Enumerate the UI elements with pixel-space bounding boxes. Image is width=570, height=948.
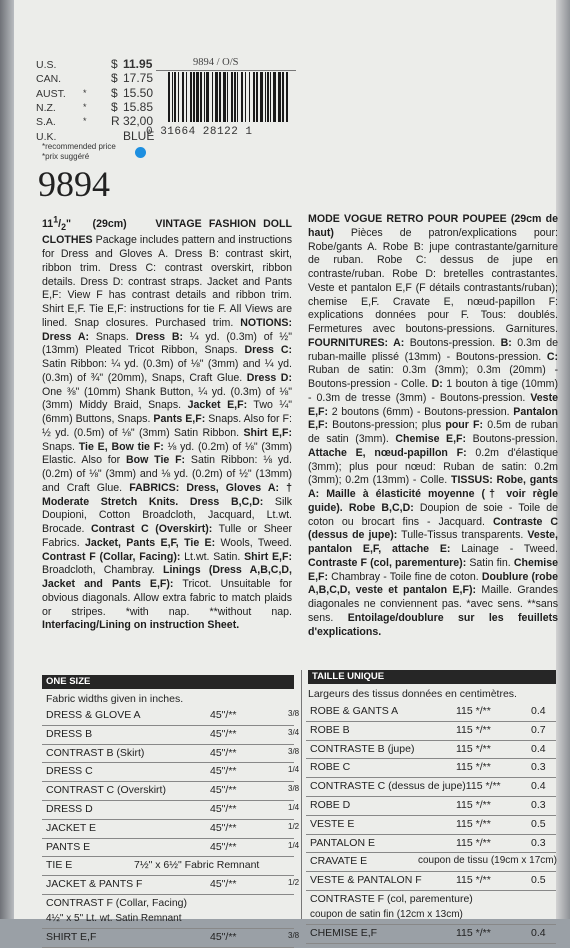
barcode-bar <box>178 72 179 122</box>
row-amount: 3/8 <box>288 784 300 794</box>
barcode-bar <box>237 72 238 122</box>
barcode-bar <box>186 72 187 122</box>
prix-suggere-note: *prix suggéré <box>42 152 90 161</box>
row-width: 115 */** <box>456 927 491 939</box>
row-label: VESTE & PANTALON F <box>310 874 422 887</box>
row-amount: 0.3 <box>531 761 546 774</box>
row-width: 7½" x 6½" Fabric Remnant <box>134 859 260 872</box>
barcode-bar <box>231 72 233 122</box>
price-currency: $ <box>111 57 118 71</box>
price-currency: R <box>111 114 120 129</box>
row-width: 115 */** <box>456 742 491 755</box>
row-amount: 3/8 <box>288 931 300 940</box>
barcode-bar <box>241 72 243 122</box>
row-width: 45"/** <box>210 840 237 853</box>
size-code: 9894 / O/S <box>193 57 239 68</box>
price-star: * <box>83 116 87 127</box>
row-label: CONTRASTE B (jupe) <box>310 742 415 755</box>
row-amount: 0.5 <box>531 817 546 830</box>
row-amount: 0.3 <box>531 799 546 811</box>
table-row <box>42 876 300 895</box>
table-row <box>42 857 294 876</box>
price-value: BLUE <box>123 128 155 143</box>
barcode-bar <box>223 72 226 122</box>
row-amount: 3/4 <box>288 727 300 737</box>
price-star: * <box>83 101 87 112</box>
row-amount: 3/8 <box>288 746 300 756</box>
table-row <box>306 722 556 741</box>
barcode-bar <box>215 72 218 122</box>
barcode-bar <box>278 72 281 122</box>
table-row <box>42 707 300 726</box>
table-row <box>306 891 556 925</box>
price-country: U.S. <box>36 59 57 71</box>
table-row <box>306 703 556 722</box>
table-row <box>306 835 556 854</box>
row-label: CONTRAST B (Skirt) <box>46 746 145 759</box>
pattern-number: 9894 <box>38 164 110 204</box>
table-row <box>306 778 556 797</box>
barcode-bar <box>196 72 199 122</box>
barcode-top-rule <box>156 70 296 71</box>
fabric-widths-note: Fabric widths given in inches. <box>46 693 184 705</box>
barcode-bar <box>245 72 246 122</box>
price-value: 17.75 <box>123 71 154 86</box>
row-label: CONTRAST C (Overskirt) <box>46 784 166 797</box>
row-label: DRESS C <box>46 765 93 778</box>
barcode-bar <box>286 72 288 122</box>
row-width: 45"/** <box>210 765 237 778</box>
table-row <box>42 929 300 948</box>
row-amount: 1/4 <box>288 803 300 812</box>
row-width: 115 */** <box>456 761 491 774</box>
price-value: 32,00 <box>123 114 154 129</box>
row-width: 115 */** <box>456 705 491 717</box>
table-row <box>42 820 300 839</box>
french-description: MODE VOGUE RETRO POUR POUPEE (29cm de haut) Pièces de patron/explications pour: Robe/gants A. Robe B: jupe contrastante/garniture de ruban. Robe C: dessus de jupe en contraste/ruban. Robe D: bretelles contrastantes. Veste et pantalon E,F (F détails contrastants/ruban); chemise E,F. Cravate E, nœud-papillon F: explications données pour F. Tous: doublés. Fermetures avec boutons-pressions. Garnitures. FOURNITURES: A: Boutons-pression. B: 0.3m de ruban-maille plissé (13mm) - Boutons-pression. C: Ruban de satin: 0.3m (3mm); 0.3m (20mm) - Boutons-pression - Colle. D: 1 bouton à tige (10mm) - 0.3m de tresse (3mm) - Boutons-pression. Veste E,F: 2 boutons (6mm) - Boutons-pression. Pantalon E,F: Boutons-pression; plus pour F: 0.5m de ruban de satin (3mm). Chemise E,F: Boutons-pression. Attache E, nœud-papillon F: 0.2m d'élastique (3mm); plus pour nœud: Ruban de satin: 0.2m (3mm); 0.2m (13mm) - Colle. TISSUS: Robe, gants A: Maille à élasticité moyenne († voir règle guide). Robe B,C,D: Doupion de soie - Toile de coton ou brocart fins - Jacquard. Contraste C (dessus de jupe): Tulle-Tissus transparents. Veste, pantalon E,F, attache E: Lainage - Tweed. Contraste F (col, parementure): Satin fin. Chemise E,F: Chambray - Toile fine de coton. Doublure (robe A,B,C,D, veste et pantalon E,F): Maille. Grandes diagonales ne conviennent pas. *avec sens. **sans sens. Entoilage/doublure sur les feuillets d'explications. <box>308 213 559 638</box>
row-width: 45"/** <box>210 746 237 759</box>
row-amount: 1/2 <box>288 878 300 888</box>
table-row <box>42 801 300 820</box>
table-row <box>306 853 556 872</box>
price-currency: $ <box>111 85 118 100</box>
price-country: U.K. <box>36 130 57 143</box>
barcode-bar <box>256 72 258 122</box>
row-label: CONTRAST F (Collar, Facing) <box>46 897 187 909</box>
table-row <box>42 726 300 745</box>
price-value: 11.95 <box>123 57 153 71</box>
barcode-bar <box>204 72 205 122</box>
row-amount: 1/4 <box>288 765 300 775</box>
table-row <box>306 816 556 835</box>
row-label: JACKET E <box>46 821 96 834</box>
row-label: ROBE D <box>310 799 351 811</box>
row-label: PANTALON E <box>310 836 375 849</box>
barcode-icon <box>166 72 291 128</box>
table-row <box>42 895 294 929</box>
barcode-bar <box>253 72 255 122</box>
barcode-bar <box>249 72 250 122</box>
row-label: CONTRASTE F (col, parementure) <box>310 893 473 905</box>
table-row <box>42 745 300 764</box>
row-label: PANTS E <box>46 840 91 853</box>
upc-number: 0 31664 28122 1 <box>146 126 253 138</box>
page-shadow-left <box>0 0 14 919</box>
row-width: 45"/** <box>210 821 237 834</box>
row-label: SHIRT E,F <box>46 931 97 943</box>
row-width: 45"/** <box>210 784 237 797</box>
price-currency: $ <box>111 71 118 86</box>
row-amount: 0.7 <box>531 723 546 736</box>
row-label: CRAVATE E <box>310 855 368 868</box>
barcode-bar <box>227 72 228 122</box>
row-amount: 0.4 <box>531 927 546 939</box>
table-row <box>306 925 556 944</box>
barcode-bar <box>200 72 202 122</box>
table-row <box>42 782 300 801</box>
row-width: 45"/** <box>210 709 237 721</box>
barcode-bar <box>193 72 195 122</box>
row-width: 115 */** <box>456 836 491 849</box>
barcode-bar <box>219 72 221 122</box>
price-country: S.A. <box>36 116 56 129</box>
barcode-bar <box>182 72 184 122</box>
barcode-bar <box>270 72 271 122</box>
barcode-bar <box>212 72 213 122</box>
barcode-bar <box>282 72 284 122</box>
largeurs-note: Largeurs des tissus données en centimètres. <box>308 688 517 700</box>
barcode-bar <box>172 72 173 122</box>
yardage-table-english <box>42 707 300 943</box>
row-label: TIE E <box>46 859 73 872</box>
row-width: 45"/** <box>210 878 237 891</box>
table-divider <box>301 670 302 919</box>
row-label: DRESS B <box>46 727 93 740</box>
row-amount: 1/2 <box>288 821 300 831</box>
price-country: AUST. <box>36 87 66 100</box>
row-label: DRESS & GLOVE A <box>46 709 141 721</box>
row-label: CONTRASTE C (dessus de jupe)115 */** <box>310 780 501 793</box>
price-country: CAN. <box>36 73 62 86</box>
row-label: CHEMISE E,F <box>310 927 378 939</box>
row-label: ROBE B <box>310 723 350 736</box>
yardage-table-french <box>306 703 558 939</box>
table-row <box>42 763 300 782</box>
barcode-bar <box>265 72 266 122</box>
blue-price-dot-icon <box>135 147 146 158</box>
row-amount: 3/8 <box>288 709 300 718</box>
row-amount: 0.4 <box>531 780 546 793</box>
table-row <box>306 872 556 891</box>
row-amount: 1/4 <box>288 840 300 850</box>
table-row <box>306 759 556 778</box>
row-label: DRESS D <box>46 803 93 815</box>
row-label: JACKET & PANTS F <box>46 878 143 891</box>
table-header-one-size: ONE SIZE <box>42 675 294 689</box>
price-currency: $ <box>111 99 118 114</box>
table-row <box>306 797 556 816</box>
english-description: $11^1/_2$" (29cm) VINTAGE FASHION DOLL CLOTHES Package includes pattern and instructions for Dress and Gloves A. Dress B: contrast skirt, ribbon trim. Dress C: contrast overskirt, ribbon details. Dress D: contrast straps. Jacket and Pants E,F: View F has contrast details and ribbon trim. Shirt E,F. Tie E,F: instructions for tie F. All Views are lined. Snap closures. Purchased trim. NOTIONS: Dress A: Snaps. Dress B: ¼ yd. (0.3m) of ½" (13mm) Pleated Tricot Ribbon, Snaps. Dress C: Satin Ribbon: ¼ yd. (0.3m) of ⅛" (3mm) and ¼ yd. (0.3m) of ¾" (20mm), Snaps, Craft Glue. Dress D: One ⅜" (10mm) Shank Button, ¼ yd. (0.3m) of ⅛" (3mm) Middy Braid, Snaps. Jacket E,F: Two ¼" (6mm) Buttons, Snaps. Pants E,F: Snaps. Also for F: ½ yd. (0.5m) of ⅛" (3mm) Satin Ribbon. Shirt E,F: Snaps. Tie E, Bow tie F: ⅛ yd. (0.2m) of ⅛" (3mm) Elastic. Also for Bow Tie F: Satin Ribbon: ⅛ yd. (0.2m) of ⅛" (3mm) and ⅛ yd. (0.2m) of ½" (13mm) and Craft Glue. FABRICS: Dress, Gloves A: † Moderate Stretch Knits. Dress B,C,D: Silk Doupioni, Cotton Broadcloth, Jacquard, Lt.wt. Brocade. Contrast C (Overskirt): Tulle or Sheer Fabrics. Jacket, Pants E,F, Tie E: Wools, Tweed. Contrast F (Collar, Facing): Lt.wt. Satin. Shirt E,F: Broadcloth, Chambray. Linings (Dress A,B,C,D, Jacket and Pants E,F): Tricot. Unsuitable for obvious diagonals. Allow extra fabric to match plaids or stripes. *with nap. **without nap. Interfacing/Lining on instruction Sheet. <box>42 214 293 632</box>
barcode-bar <box>260 72 263 122</box>
barcode-bar <box>234 72 236 122</box>
price-country: N.Z. <box>36 101 56 114</box>
row-width: 115 */** <box>456 817 491 830</box>
row-label: ROBE C <box>310 761 351 774</box>
barcode-bar <box>273 72 276 122</box>
barcode-bar <box>168 72 170 122</box>
barcode-bar <box>267 72 269 122</box>
barcode-bar <box>190 72 192 122</box>
row-label: VESTE E <box>310 817 355 830</box>
price-value: 15.85 <box>123 99 154 114</box>
row-amount: 0.5 <box>531 874 546 887</box>
row-amount: 0.4 <box>531 742 546 755</box>
barcode-bar <box>206 72 209 122</box>
price-value: 15.50 <box>123 85 154 100</box>
row-width: coupon de tissu (19cm x 17cm) <box>418 855 557 867</box>
recommended-price-note: *recommended price <box>42 142 116 151</box>
row-width: 45"/** <box>210 931 237 943</box>
table-row <box>306 741 556 760</box>
table-row <box>42 839 300 858</box>
table-header-taille-unique: TAILLE UNIQUE <box>308 670 556 684</box>
row-remnant-note: coupon de satin fin (12cm x 13cm) <box>310 909 463 920</box>
row-remnant-note: 4½" x 5" Lt. wt. Satin Remnant <box>46 913 182 924</box>
barcode-bar <box>174 72 176 122</box>
row-amount: 0.4 <box>531 705 546 717</box>
row-width: 115 */** <box>456 723 491 736</box>
row-amount: 0.3 <box>531 836 546 849</box>
row-width: 45"/** <box>210 727 237 740</box>
row-label: ROBE & GANTS A <box>310 705 399 717</box>
row-width: 115 */** <box>456 799 491 811</box>
row-width: 115 */** <box>456 874 491 887</box>
price-star: * <box>83 87 87 98</box>
pattern-envelope-back <box>14 0 559 943</box>
row-width: 45"/** <box>210 803 237 815</box>
